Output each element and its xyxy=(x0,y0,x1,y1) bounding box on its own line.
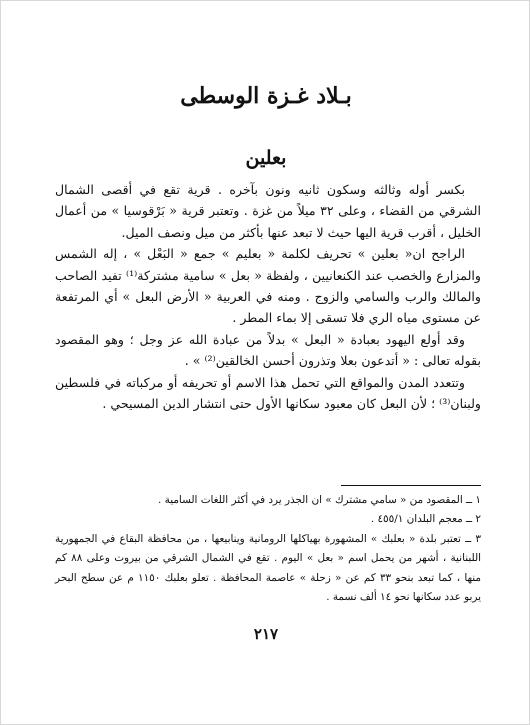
footnote-separator xyxy=(341,485,481,486)
entry-body xyxy=(55,179,481,414)
footnotes xyxy=(55,491,481,607)
footnote: ٣ ــ تعتبر بلدة « بعلبك » المشهورة بهياكلها الرومانية وينابيعها ، من محافظة البقاع في الجمهورية اللبنانية ، أشهر من يحمل اسم « بعل » اليوم . تقع في الشمال الشرقي من بيروت وعلى ٨٨ كم منها ، كما تبعد بنحو ٣٣ كم عن « زحلة » عاصمة المحافظة . تعلو بعلبك ١١٥٠ م عن سطح البحر يربو عدد سكانها نحو ١٤ ألف نسمة . xyxy=(55,532,482,604)
body-paragraph: وتتعدد المدن والمواقع التي تحمل هذا الاسم أو تحريفه أو مركباته في فلسطين ولبنان⁽³⁾ ؛ لأن البعل كان معبود سكانها الأول حتى انتشار الدين المسيحي . xyxy=(55,374,481,412)
entry-title: بعلين xyxy=(245,147,287,169)
body-paragraph: وقد أولع اليهود بعبادة « البعل » بدلاً من عبادة الله عز وجل ؛ وهو المقصود بقوله تعالى : « أتدعون بعلا وتذرون أحسن الخالقين⁽²⁾ » . xyxy=(55,331,481,369)
footnote: ١ ــ المقصود من « سامي مشترك » ان الجذر يرد في أكثر اللغات السامية . xyxy=(158,494,481,506)
footnote: ٢ ــ معجم البلدان ٤٥٥/١ . xyxy=(370,513,481,526)
body-paragraph: بكسر أوله وثالثه وسكون ثانيه ونون بآخره . قرية تقع في أقصى الشمال الشرقي من القضاء ، وعلى ٣٢ ميلاً من غزة . وتعتبر قرية « بَرْقوسيا » من أعمال الخليل ، أقرب قرية اليها حيث لا تبعد عنها بأكثر من ميل ونصف الميل. xyxy=(55,182,481,240)
running-head: بـلاد غـزة الوسطى xyxy=(180,83,352,109)
body-paragraph: الراجح ان« بعلين » تحريف لكلمة « بعليم » جمع « البَعْل » ، إله الشمس والمزارع والخصب عند الكنعانيين ، ولفظة « بعل » سامية مشتركة⁽¹⁾ تفيد الصاحب والمالك والرب والسامي والزوج . ومنه في العربية « الأرض البعل » أي المرتفعة عن مستوى مياه الري فلا تسقى إلا بماء المطر . xyxy=(55,246,481,326)
page-number: ٢١٧ xyxy=(253,625,279,643)
